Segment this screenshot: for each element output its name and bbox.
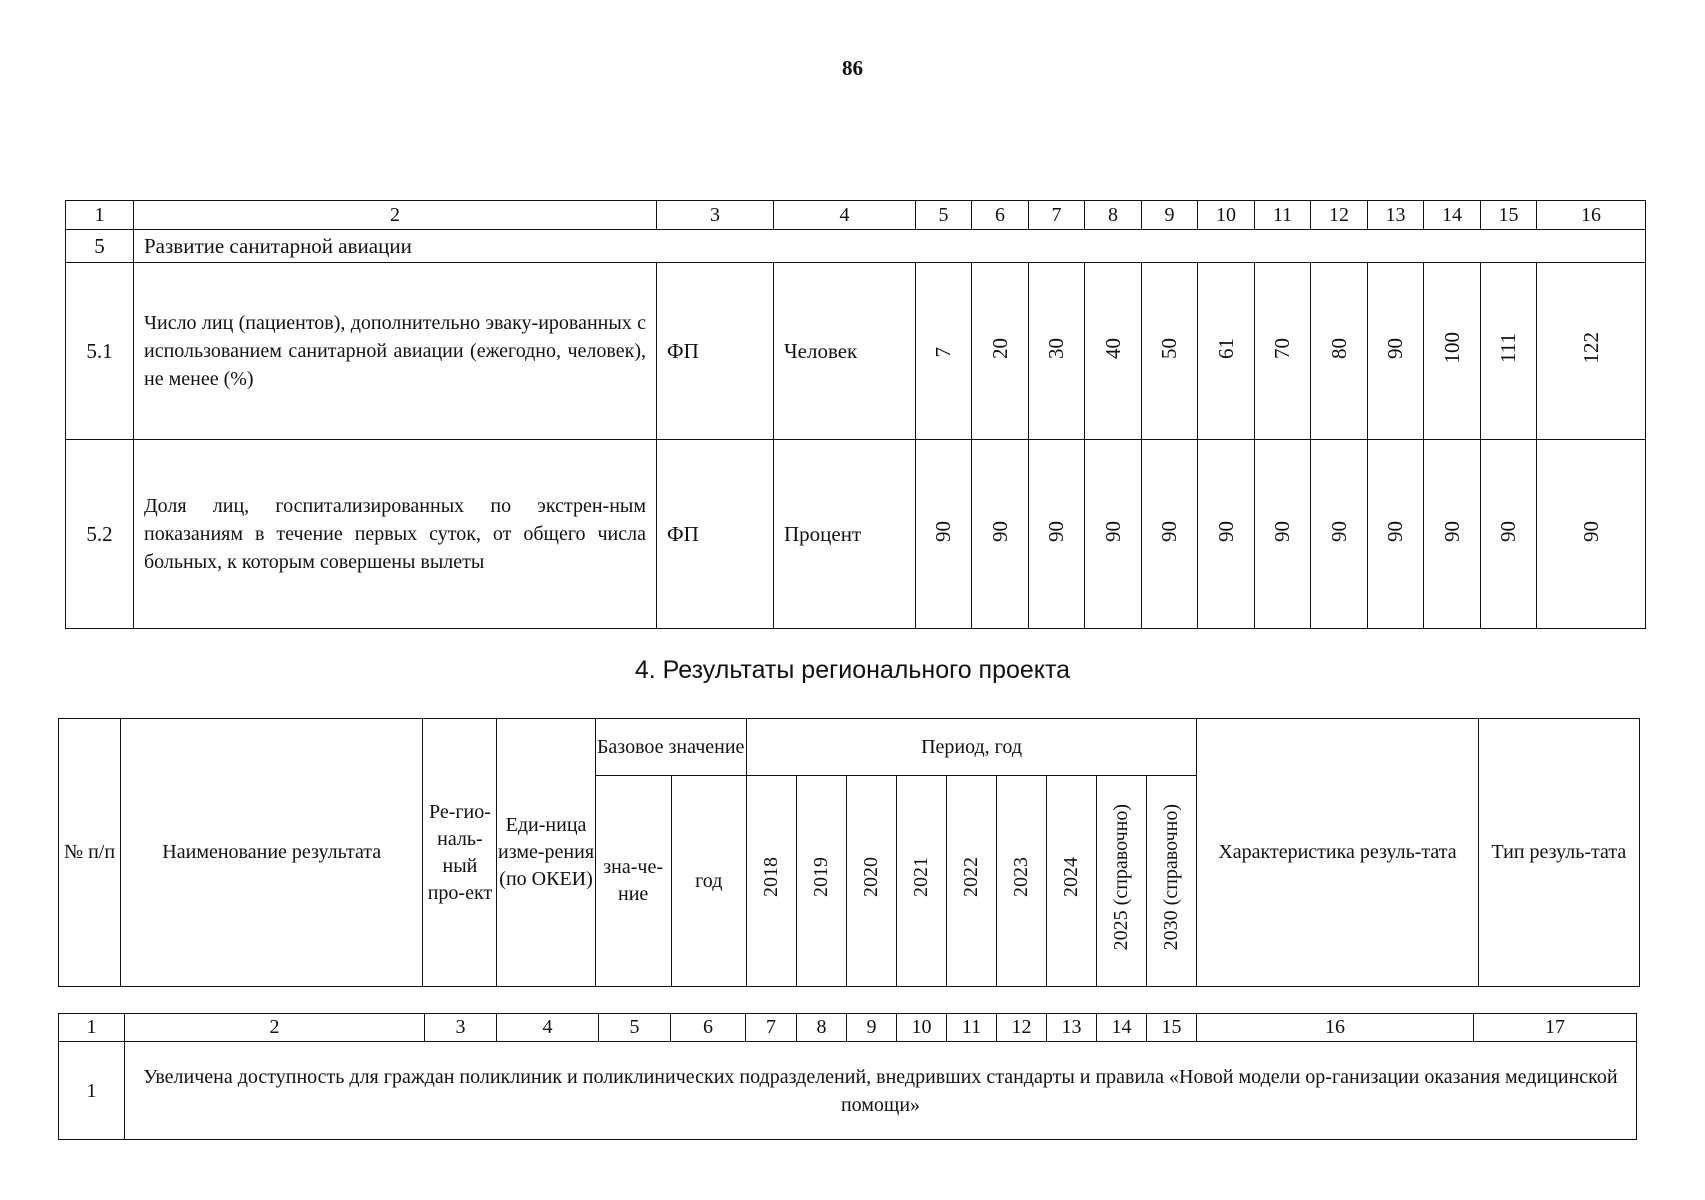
value-cell — [1311, 440, 1368, 629]
results-table — [58, 1013, 1637, 1140]
value: 90 — [1578, 520, 1603, 542]
value-cell — [1142, 263, 1198, 440]
column-number: 7 — [1029, 201, 1085, 230]
header-period: Период, год — [746, 719, 1197, 776]
column-number: 7 — [746, 1014, 797, 1042]
value-cell — [1481, 263, 1537, 440]
column-number: 2 — [134, 201, 657, 230]
header-row — [59, 719, 1640, 776]
value: 30 — [1044, 337, 1068, 359]
column-number: 15 — [1147, 1014, 1197, 1042]
year-label: 2023 — [1010, 857, 1033, 897]
column-number: 8 — [1085, 201, 1142, 230]
value: 90 — [1157, 520, 1181, 542]
column-number: 5 — [599, 1014, 671, 1042]
value-cell — [1198, 263, 1255, 440]
header-year — [796, 776, 846, 987]
value: 80 — [1326, 337, 1351, 359]
header-result-type: Тип резуль-тата — [1478, 719, 1639, 987]
year-label: 2019 — [809, 857, 832, 897]
value-cell — [1311, 263, 1368, 440]
value-cell — [972, 440, 1029, 629]
column-number: 1 — [66, 201, 134, 230]
column-number: 10 — [1198, 201, 1255, 230]
value: 7 — [931, 347, 955, 358]
table-row — [66, 440, 1646, 629]
indicator-unit: Процент — [774, 440, 916, 629]
value-cell — [972, 263, 1029, 440]
header-base-value-year: год — [671, 776, 746, 987]
column-number-row — [59, 1014, 1637, 1042]
value-cell — [916, 440, 972, 629]
value: 40 — [1100, 337, 1125, 359]
column-number: 3 — [425, 1014, 497, 1042]
page-number: 86 — [842, 56, 863, 80]
column-number: 15 — [1481, 201, 1537, 230]
column-number: 16 — [1537, 201, 1646, 230]
column-number: 6 — [972, 201, 1029, 230]
section-title: Развитие санитарной авиации — [134, 230, 1646, 263]
value-cell — [916, 263, 972, 440]
value: 90 — [1326, 520, 1351, 542]
indicator-description: Число лиц (пациентов), дополнительно эваку-ированных с использованием санитарной авиации (ежегодно, человек), не менее (%) — [134, 263, 657, 440]
value-cell — [1368, 440, 1424, 629]
section-row — [66, 230, 1646, 263]
results-header-table — [58, 718, 1640, 987]
column-number: 11 — [1255, 201, 1311, 230]
column-number: 5 — [916, 201, 972, 230]
column-number: 12 — [1311, 201, 1368, 230]
value: 90 — [931, 520, 955, 542]
header-year — [746, 776, 796, 987]
value-cell — [1142, 440, 1198, 629]
value-cell — [1029, 440, 1085, 629]
column-number: 14 — [1097, 1014, 1147, 1042]
header-year — [1147, 776, 1197, 987]
indicator-type: ФП — [657, 440, 774, 629]
value: 90 — [1044, 520, 1068, 542]
value: 90 — [1439, 520, 1464, 542]
column-number: 9 — [847, 1014, 897, 1042]
column-number: 14 — [1424, 201, 1481, 230]
value-cell — [1255, 440, 1311, 629]
value: 90 — [1213, 520, 1238, 542]
column-number: 16 — [1197, 1014, 1474, 1042]
year-label: 2030 (справочно) — [1160, 803, 1183, 951]
value-cell — [1085, 263, 1142, 440]
value-cell — [1255, 263, 1311, 440]
row-number: 5.1 — [66, 263, 134, 440]
column-number: 1 — [59, 1014, 125, 1042]
header-year — [846, 776, 896, 987]
indicator-type: ФП — [657, 263, 774, 440]
header-year — [1047, 776, 1097, 987]
column-number: 8 — [797, 1014, 847, 1042]
indicator-description: Доля лиц, госпитализированных по экстрен-ным показаниям в течение первых суток, от общего числа больных, к которым совершены вылеты — [134, 440, 657, 629]
column-number: 9 — [1142, 201, 1198, 230]
value: 111 — [1496, 333, 1520, 363]
header-year — [1097, 776, 1147, 987]
value-cell — [1029, 263, 1085, 440]
column-number: 13 — [1047, 1014, 1097, 1042]
value: 20 — [987, 337, 1012, 359]
column-number: 4 — [774, 201, 916, 230]
value: 70 — [1270, 337, 1294, 359]
column-number: 10 — [897, 1014, 947, 1042]
header-name: Наименование результата — [121, 719, 423, 987]
value: 61 — [1213, 337, 1238, 359]
year-label: 2025 (справочно) — [1110, 803, 1133, 951]
section-number: 5 — [66, 230, 134, 263]
column-number: 13 — [1368, 201, 1424, 230]
section-heading: 4. Результаты регионального проекта — [634, 656, 1071, 684]
column-number: 2 — [125, 1014, 425, 1042]
year-label: 2018 — [759, 857, 782, 897]
value: 90 — [1100, 520, 1125, 542]
value-cell — [1424, 440, 1481, 629]
header-base-value-value: зна-че-ние — [595, 776, 671, 987]
value: 100 — [1439, 332, 1464, 364]
column-number: 12 — [997, 1014, 1047, 1042]
result-text: Увеличена доступность для граждан поликлиник и поликлинических подразделений, внедривших стандарты и правила «Новой модели ор-ганизации оказания медицинской помощи» — [125, 1042, 1637, 1140]
value-cell — [1481, 440, 1537, 629]
value-cell — [1368, 263, 1424, 440]
column-number: 4 — [497, 1014, 599, 1042]
column-number: 6 — [671, 1014, 746, 1042]
header-regional-project: Ре-гио-наль-ный про-ект — [423, 719, 497, 987]
value-cell — [1085, 440, 1142, 629]
header-year — [946, 776, 996, 987]
indicator-unit: Человек — [774, 263, 916, 440]
value: 90 — [987, 520, 1012, 542]
header-unit: Еди-ница изме-рения (по ОКЕИ) — [497, 719, 595, 987]
indicators-table — [65, 200, 1646, 629]
column-number: 11 — [947, 1014, 997, 1042]
value: 122 — [1578, 332, 1603, 364]
value-cell — [1424, 263, 1481, 440]
year-label: 2021 — [909, 857, 932, 897]
header-year — [997, 776, 1047, 987]
value-cell — [1537, 440, 1646, 629]
header-characteristic: Характеристика резуль-тата — [1197, 719, 1478, 987]
column-number-row — [66, 201, 1646, 230]
result-number: 1 — [59, 1042, 125, 1140]
table-row — [66, 263, 1646, 440]
value: 90 — [1270, 520, 1294, 542]
column-number: 17 — [1474, 1014, 1637, 1042]
value-cell — [1198, 440, 1255, 629]
column-number: 3 — [657, 201, 774, 230]
year-label: 2022 — [959, 857, 982, 897]
header-base-value: Базовое значение — [595, 719, 746, 776]
value: 50 — [1157, 337, 1181, 359]
header-number: № п/п — [59, 719, 121, 987]
year-label: 2020 — [859, 857, 882, 897]
value: 90 — [1383, 520, 1407, 542]
row-number: 5.2 — [66, 440, 134, 629]
year-label: 2024 — [1060, 857, 1083, 897]
table-row — [59, 1042, 1637, 1140]
value: 90 — [1383, 337, 1407, 359]
value-cell — [1537, 263, 1646, 440]
value: 90 — [1496, 520, 1520, 542]
header-year — [896, 776, 946, 987]
